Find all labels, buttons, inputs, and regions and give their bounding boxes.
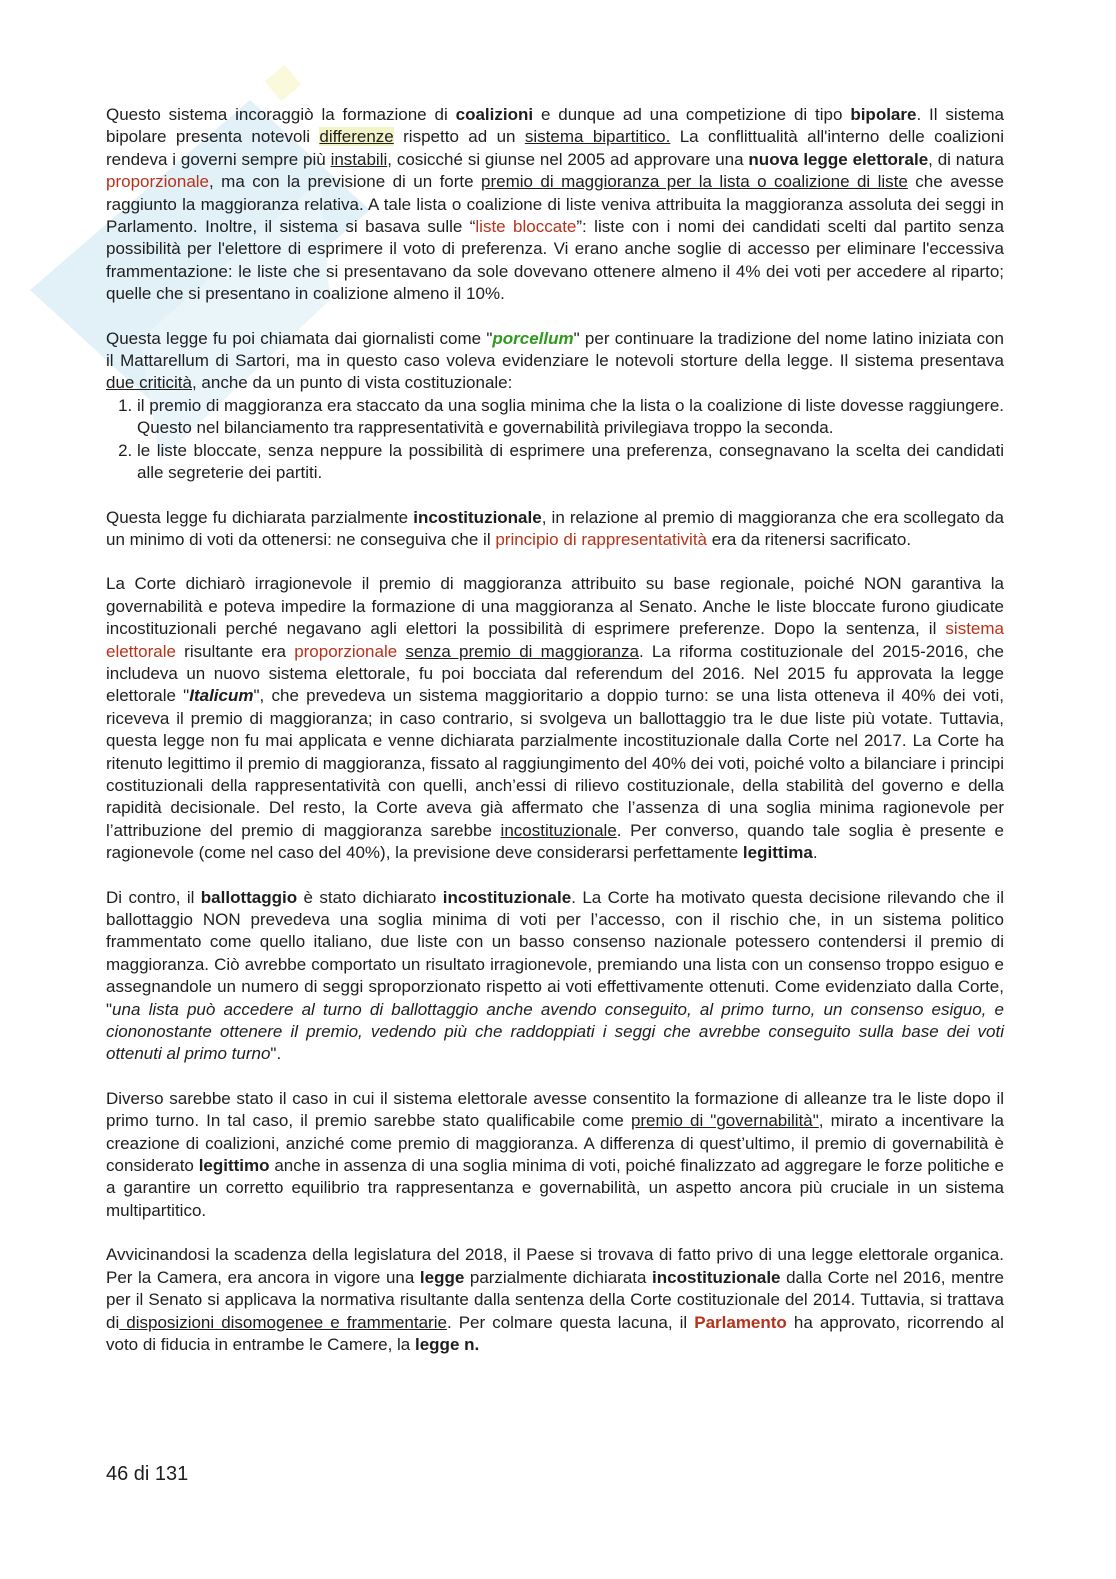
list-item: 2. le liste bloccate, senza neppure la possibilità di esprimere una preferenza, consegnavano la scelta dei candidati alle segreterie dei partiti.: [137, 440, 1004, 485]
paragraph-corte: La Corte dichiarò irragionevole il premio di maggioranza attribuito su base regionale, poiché NON garantiva la governabilità e poteva impedire la formazione di una maggioranza al Senato. Anche le liste bloccate furono giudicate incostituzionali perché negavano agli elettori la possibilità di esprimere preferenze. Dopo la sentenza, il sistema elettorale risultante era proporzionale senza premio di maggioranza. La riforma costituzionale del 2015-2016, che includeva un nuovo sistema elettorale, fu poi bocciata dal referendum del 2016. Nel 2015 fu approvata la legge elettorale "Italicum", che prevedeva un sistema maggioritario a doppio turno: se una lista otteneva il 40% dei voti, riceveva il premio di maggioranza; in caso contrario, si svolgeva un ballottaggio tra le due liste più votate. Tuttavia, questa legge non fu mai applicata e venne dichiarata parzialmente incostituzionale dalla Corte nel 2017. La Corte ha ritenuto legittimo il premio di maggioranza, fissato al raggiungimento del 40% dei voti, poiché volto a bilanciare i principi costituzionali della rappresentatività con quelli, anch’essi di rilievo costituzionale, della stabilità del governo e della rapidità decisionale. Del resto, la Corte aveva già affermato che l’assenza di una soglia minima ragionevole per l’attribuzione del premio di maggioranza sarebbe incostituzionale. Per converso, quando tale soglia è presente e ragionevole (come nel caso del 40%), la previsione deve considerarsi perfettamente legittima.: [106, 574, 1004, 863]
list-item: 1. il premio di maggioranza era staccato da una soglia minima che la lista o la coalizione di liste dovesse raggiungere. Questo nel bilanciamento tra rappresentatività e governabilità privilegiava troppo la seconda.: [137, 395, 1004, 440]
paragraph-legislatura: Avvicinandosi la scadenza della legislatura del 2018, il Paese si trovava di fatto privo di una legge elettorale organica. Per la Camera, era ancora in vigore una legge parzialmente dichiarata incostituzionale dalla Corte nel 2016, mentre per il Senato si applicava la normativa risultante dalla sentenza della Corte costituzionale del 2014. Tuttavia, si trattava di disposizioni disomogenee e frammentarie. Per colmare questa lacuna, il Parlamento ha approvato, ricorrendo al voto di fiducia in entrambe le Camere, la legge n.: [106, 1245, 1004, 1354]
paragraph-governabilita: Diverso sarebbe stato il caso in cui il sistema elettorale avesse consentito la formazione di alleanze tra le liste dopo il primo turno. In tal caso, il premio sarebbe stato qualificabile come premio di "governabilità", mirato a incentivare la creazione di coalizioni, anziché come premio di maggioranza. A differenza di quest’ultimo, il premio di governabilità è considerato legittimo anche in assenza di una soglia minima di voti, poiché finalizzato ad aggregare le forze politiche e a garantire un corretto equilibrio tra rappresentanza e governabilità, un aspetto ancora più cruciale in un sistema multipartitico.: [106, 1088, 1004, 1220]
paragraph-porcellum: Questa legge fu poi chiamata dai giornalisti come "porcellum" per continuare la tradizione del nome latino iniziata con il Mattarellum di Sartori, ma in questo caso voleva evidenziare le notevoli storture della legge. Il sistema presentava due criticità, anche da un punto di vista costituzionale:: [106, 328, 1005, 393]
criticita-list: [106, 395, 1004, 485]
paragraph-ballottaggio: Di contro, il ballottaggio è stato dichiarato incostituzionale. La Corte ha motivato questa decisione rilevando che il ballottaggio NON prevedeva una soglia minima di voti per l’accesso, con il rischio che, in un sistema politico frammentato come quello italiano, due liste con un basso consenso nazionale potessero contendersi il premio di maggioranza. Ciò avrebbe comportato un risultato irragionevole, premiando una lista con un consenso troppo esiguo e assegnandole un numero di seggi sproporzionato rispetto ai voti effettivamente ottenuti. Come evidenziato dalla Corte, "una lista può accedere al turno di ballottaggio anche avendo conseguito, al primo turno, un consenso esiguo, e ciononostante ottenere il premio, vedendo più che raddoppiati i seggi che avrebbe conseguito sulla base dei voti ottenuti al primo turno".: [106, 887, 1004, 1064]
paragraph-incostituzionale: Questa legge fu dichiarata parzialmente incostituzionale, in relazione al premio di maggioranza che era scollegato da un minimo di voti da ottenersi: ne conseguiva che il principio di rappresentatività era da ritenersi sacrificato.: [106, 507, 1004, 549]
paragraph-coalizioni: Questo sistema incoraggiò la formazione di coalizioni e dunque ad una competizione di tipo bipolare. Il sistema bipolare presenta notevoli differenze rispetto ad un sistema bipartitico. La conflittualità all'interno delle coalizioni rendeva i governi sempre più instabili, cosicché si giunse nel 2005 ad approvare una nuova legge elettorale, di natura proporzionale, ma con la previsione di un forte premio di maggioranza per la lista o coalizione di liste che avesse raggiunto la maggioranza relativa. A tale lista o coalizione di liste veniva attribuita la maggioranza assoluta dei seggi in Parlamento. Inoltre, il sistema si basava sulle “liste bloccate”: liste con i nomi dei candidati scelti dal partito senza possibilità per l'elettore di esprimere il voto di preferenza. Vi erano anche soglie di accesso per eliminare l'eccessiva frammentazione: le liste che si presentavano da sole dovevano ottenere almeno il 4% dei voti per accedere al riparto; quelle che si presentano in coalizione almeno il 10%.: [106, 105, 1004, 304]
page-number: 46 di 131: [106, 1463, 189, 1485]
document-body: [106, 104, 1004, 1378]
